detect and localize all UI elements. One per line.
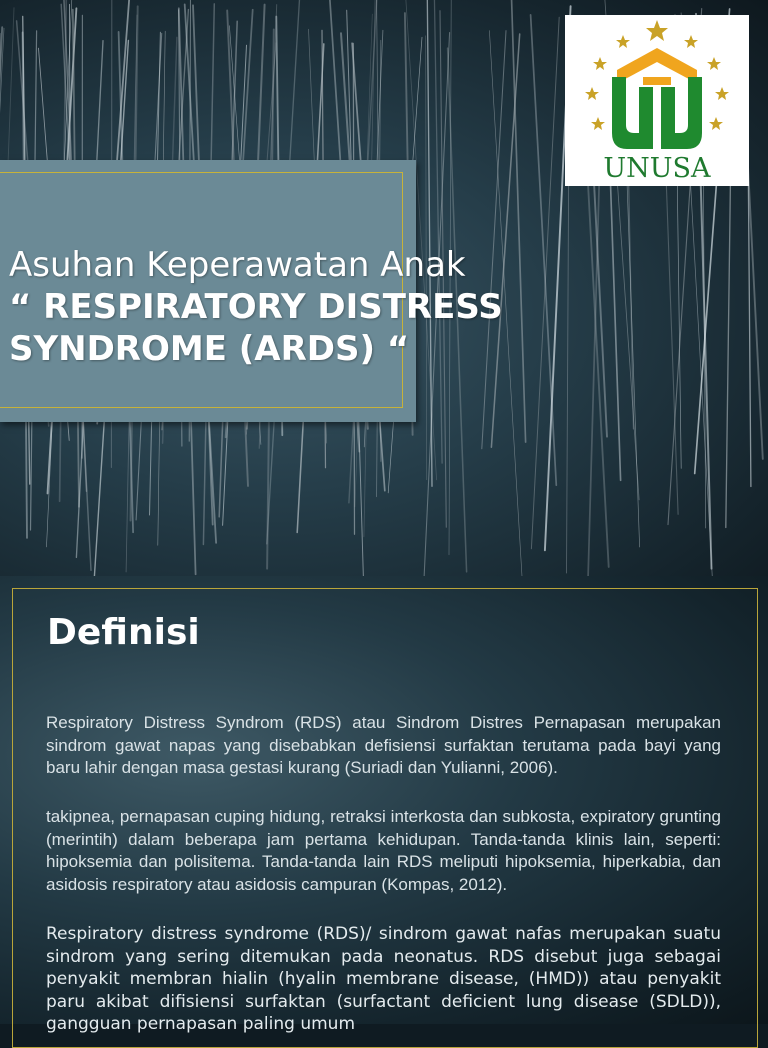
decorative-line bbox=[491, 34, 519, 447]
unusa-logo bbox=[565, 15, 749, 186]
title-line-3: SYNDROME (ARDS) “ bbox=[9, 328, 609, 370]
title-line-1: Asuhan Keperawatan Anak bbox=[9, 244, 609, 286]
definition-slide bbox=[0, 576, 768, 1024]
title-line-2: “ RESPIRATORY DISTRESS bbox=[9, 286, 609, 328]
paragraph-1: Respiratory Distress Syndrom (RDS) atau Sindrom Distres Pernapasan merupakan sindrom gawat napas yang disebabkan defisiensi surfaktan terutama pada bayi yang baru lahir dengan masa gestasi kurang (Suriadi dan Yulianni, 2006). bbox=[46, 712, 721, 780]
decorative-line bbox=[511, 0, 525, 442]
paragraph-2: takipnea, pernapasan cuping hidung, retraksi interkosta dan subkosta, expiratory grunting (merintih) dalam beberapa jam pertama kehidupan. Tanda-tanda klinis lain, seperti: hipoksemia dan polisitema. Tanda-tanda lain RDS meliputi hipoksemia, hiperkabia, dan asidosis respiratory atau asidosis campuran (Kompas, 2012). bbox=[46, 806, 721, 896]
decorative-line bbox=[482, 31, 506, 449]
slide-heading: Definisi bbox=[47, 612, 200, 653]
presentation-title bbox=[9, 244, 609, 370]
logo-text: UNUSA bbox=[565, 153, 749, 184]
paragraph-3: Respiratory distress syndrome (RDS)/ sindrom gawat nafas merupakan suatu sindrom yang sering ditemukan pada neonatus. RDS disebut juga sebagai penyakit membran hialin (hyalin membrane disease, (HMD)) atau penyakit paru akibat difisiensi surfaktan (surfactant deficient lung disease (SDLD)), gangguan pernapasan paling umum bbox=[46, 923, 721, 1036]
